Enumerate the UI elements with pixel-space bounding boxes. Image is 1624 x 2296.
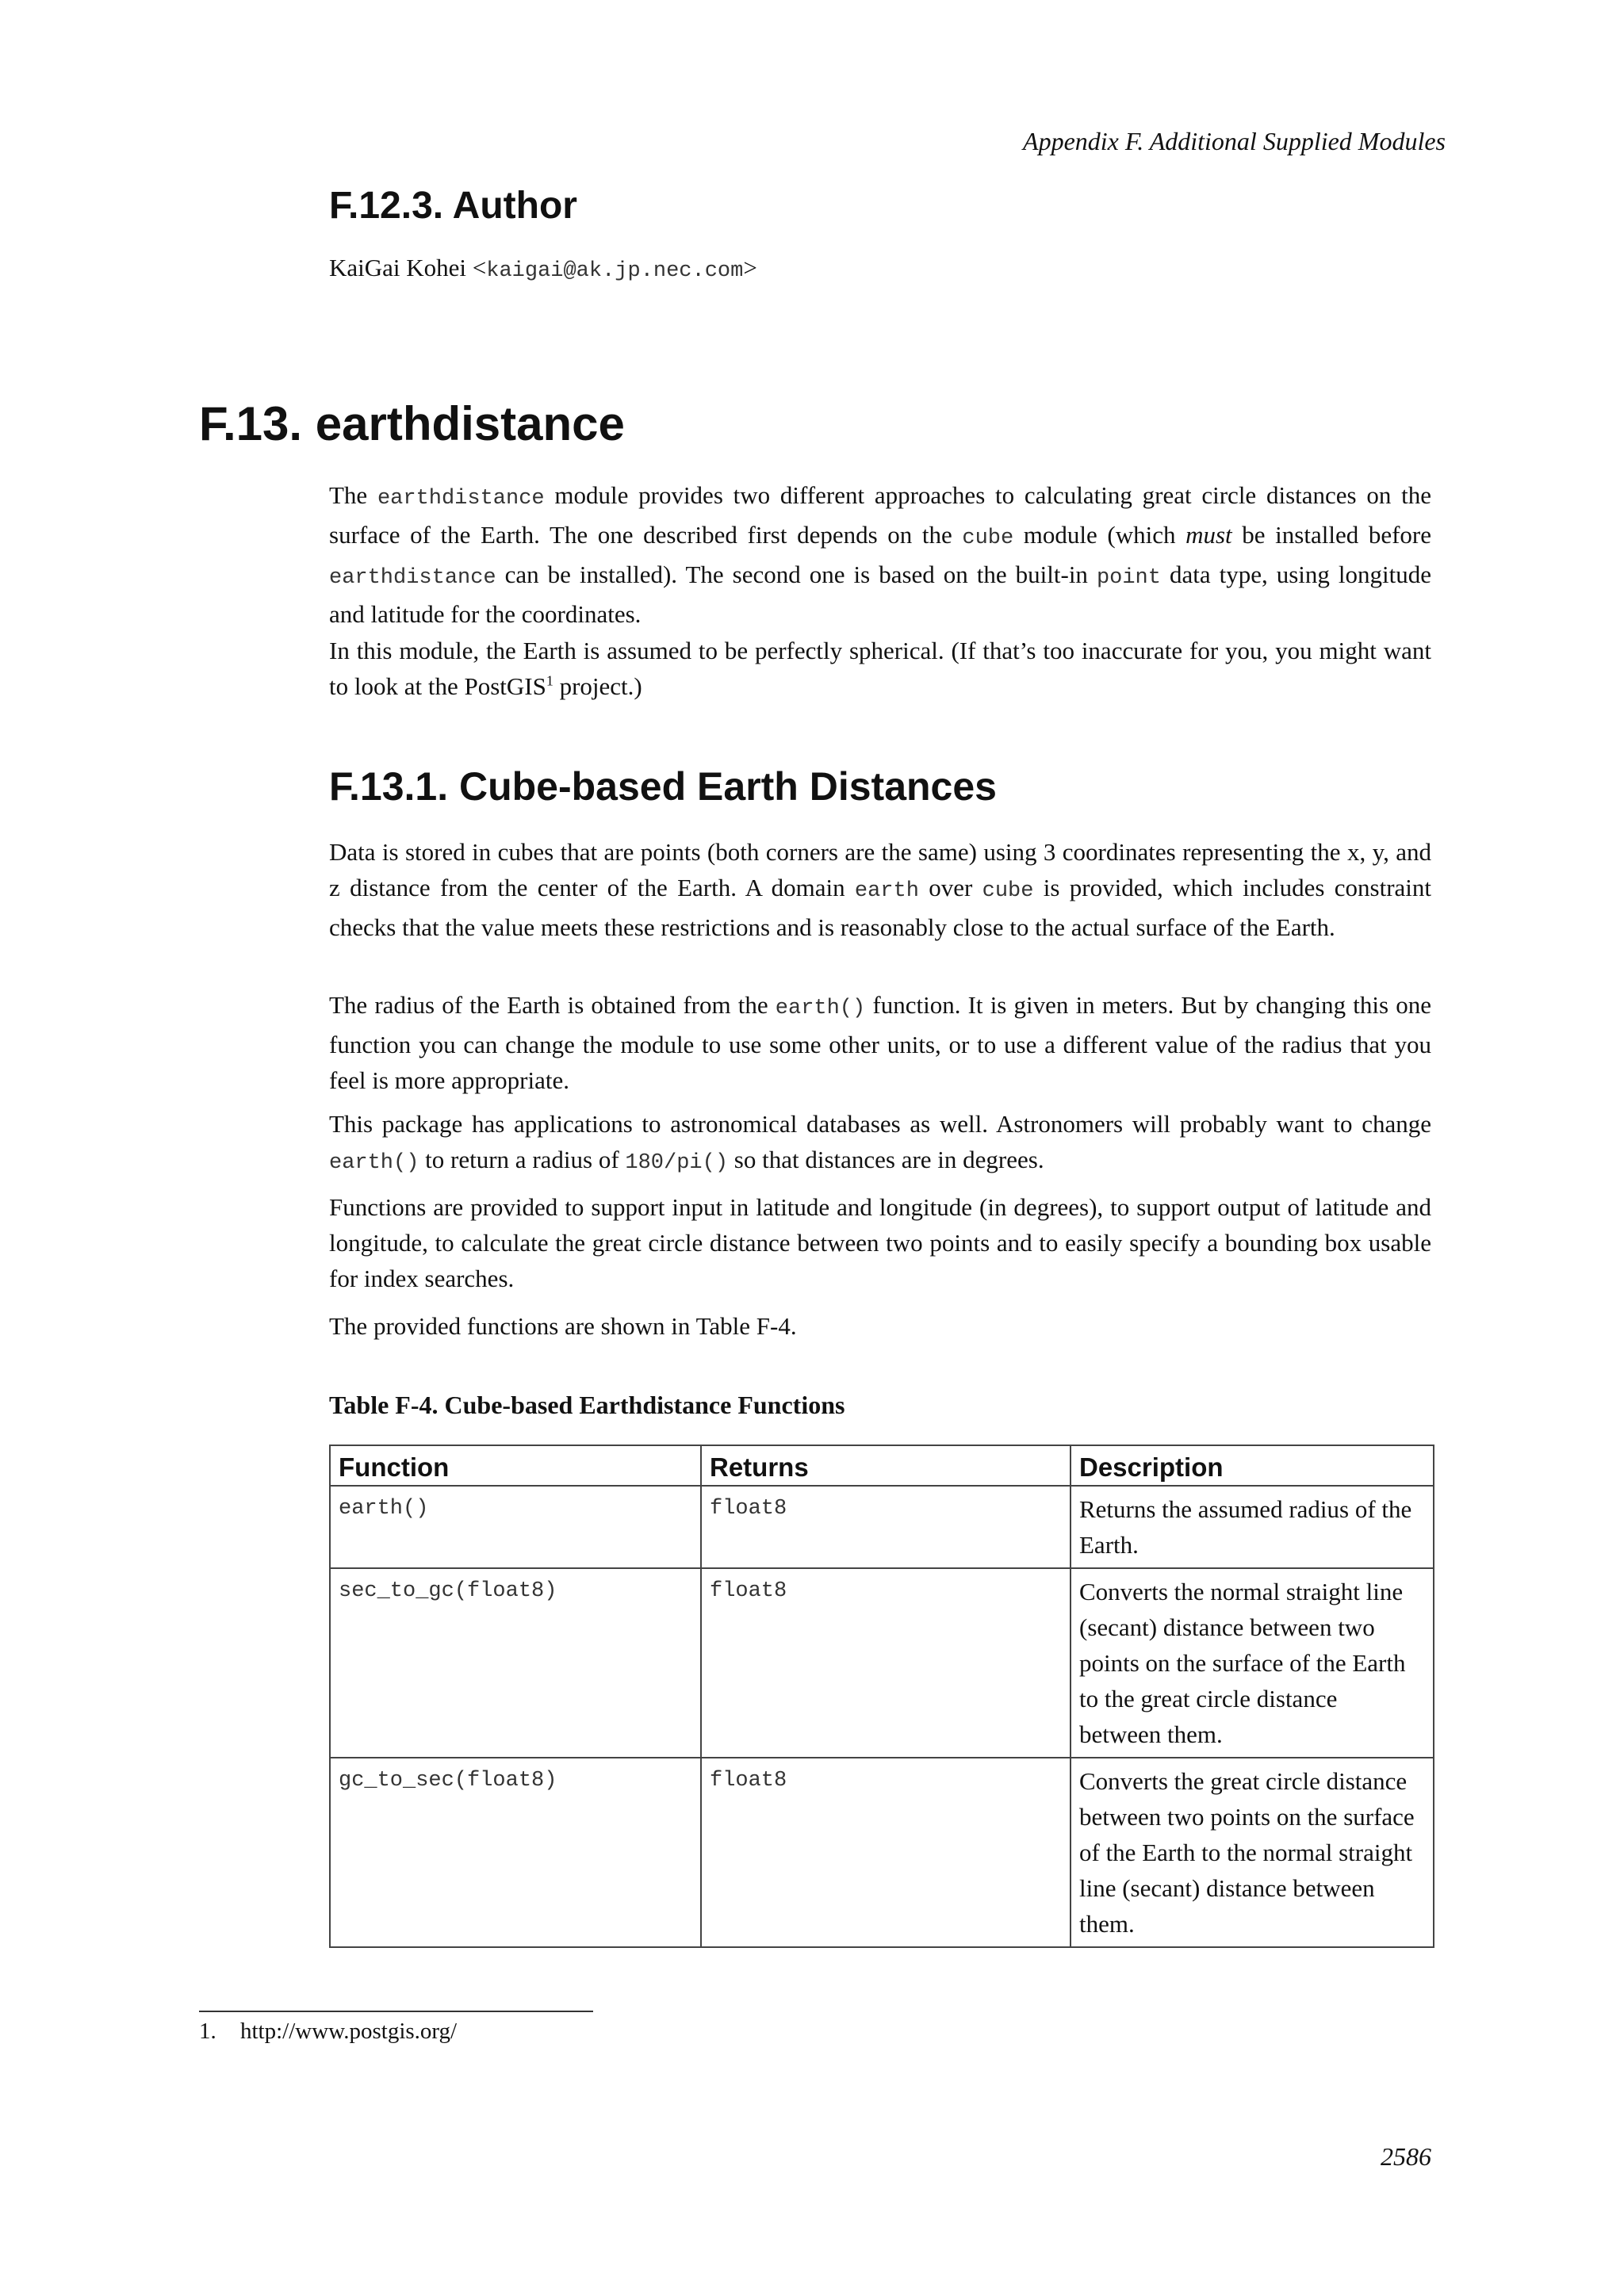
text-run: data type, using longitude and latitude for the coordinates. xyxy=(329,561,1431,628)
author-line xyxy=(329,254,757,283)
email-close-bracket: > xyxy=(743,254,757,281)
author-email-link[interactable]: kaigai@ak.jp.nec.com xyxy=(486,259,744,283)
footnote-divider xyxy=(199,2011,593,2012)
table-row xyxy=(330,1568,1434,1758)
cube-paragraph-2 xyxy=(329,987,1431,1098)
page-number: 2586 xyxy=(1381,2142,1431,2171)
cube-paragraph-4: Functions are provided to support input in latitude and longitude (in degrees), to support output of latitude and longitude, to calculate the great circle distance between two points and to easily specify a bounding box usable for index searches. xyxy=(329,1193,1431,1292)
text-run: can be installed). The second one is based on the built-in xyxy=(496,561,1097,588)
cube-paragraph-5: The provided functions are shown in Table F-4. xyxy=(329,1312,797,1340)
subsection-heading-cube-based: F.13.1. Cube-based Earth Distances xyxy=(329,764,997,809)
text-run: module provides two different approaches to calculating great circle distances on the surface of the Earth. The one described first depends on the xyxy=(329,481,1431,549)
text-run: Data is stored in cubes that are points (both corners are the same) using 3 coordinates representing the x, y, and z distance from the center of the Earth. A domain xyxy=(329,838,1431,901)
text-run: over xyxy=(918,874,982,901)
text-run: to return a radius of xyxy=(419,1146,626,1173)
text-run: This package has applications to astronomical databases as well. Astronomers will probably want to change xyxy=(329,1110,1431,1138)
code-earthdistance: earthdistance xyxy=(377,487,545,511)
footnote-number: 1. xyxy=(199,2019,216,2044)
footnote-link[interactable]: http://www.postgis.org/ xyxy=(240,2019,458,2044)
table-row xyxy=(330,1758,1434,1947)
function-cell: earth() xyxy=(330,1486,701,1568)
text-run: The radius of the Earth is obtained from the xyxy=(329,991,776,1019)
code-earth-function: earth() xyxy=(775,997,866,1020)
description-cell: Converts the great circle distance between two points on the surface of the Earth to the normal straight line (secant) distance between them. xyxy=(1071,1758,1434,1947)
emphasis-must: must xyxy=(1185,521,1232,549)
running-header: Appendix F. Additional Supplied Modules xyxy=(1023,127,1446,155)
code-cube: cube xyxy=(962,526,1014,550)
column-header-function: Function xyxy=(330,1445,701,1486)
intro-paragraph-2 xyxy=(329,633,1431,704)
text-run: is provided, which includes constraint checks that the value meets these restrictions and is reasonably close to the actual surface of the Earth. xyxy=(329,874,1432,941)
footnote-ref[interactable]: 1 xyxy=(546,672,553,689)
cube-paragraph-1 xyxy=(329,834,1431,945)
text-run: The xyxy=(329,481,377,509)
code-earth-function: earth() xyxy=(329,1151,419,1175)
returns-cell: float8 xyxy=(701,1758,1071,1947)
text-run: project.) xyxy=(553,672,642,700)
text-run: so that distances are in degrees. xyxy=(728,1146,1044,1173)
description-cell: Converts the normal straight line (secant) distance between two points on the surface of the Earth to the great circle distance between them. xyxy=(1071,1568,1434,1758)
code-180-pi: 180/pi() xyxy=(625,1151,729,1175)
functions-table xyxy=(329,1445,1434,1948)
text-run: In this module, the Earth is assumed to be perfectly spherical. (If that’s too inaccurate for you, you might want to look at the PostGIS xyxy=(329,637,1431,700)
text-run: be installed before xyxy=(1231,521,1431,549)
code-point: point xyxy=(1096,566,1161,590)
returns-cell: float8 xyxy=(701,1568,1071,1758)
table-row xyxy=(330,1486,1434,1568)
intro-paragraph-1 xyxy=(329,477,1431,632)
function-cell: sec_to_gc(float8) xyxy=(330,1568,701,1758)
description-cell: Returns the assumed radius of the Earth. xyxy=(1071,1486,1434,1568)
returns-cell: float8 xyxy=(701,1486,1071,1568)
text-run: function. It is given in meters. But by changing this one function you can change the module to use some other units, or to use a different value of the radius that you feel is more appropriate. xyxy=(329,991,1431,1094)
cube-paragraph-3 xyxy=(329,1106,1431,1181)
email-open-bracket: < xyxy=(472,254,487,281)
column-header-description: Description xyxy=(1071,1445,1434,1486)
page-title: F.13. earthdistance xyxy=(199,397,625,450)
code-cube: cube xyxy=(982,879,1034,903)
author-name: KaiGai Kohei xyxy=(329,254,473,281)
footnote xyxy=(199,2019,457,2045)
function-cell: gc_to_sec(float8) xyxy=(330,1758,701,1947)
column-header-returns: Returns xyxy=(701,1445,1071,1486)
table-caption: Table F-4. Cube-based Earthdistance Functions xyxy=(329,1391,845,1419)
text-run: module (which xyxy=(1013,521,1186,549)
table-header-row xyxy=(330,1445,1434,1486)
section-heading-author: F.12.3. Author xyxy=(329,185,577,227)
code-earth: earth xyxy=(854,879,919,903)
code-earthdistance: earthdistance xyxy=(329,566,496,590)
